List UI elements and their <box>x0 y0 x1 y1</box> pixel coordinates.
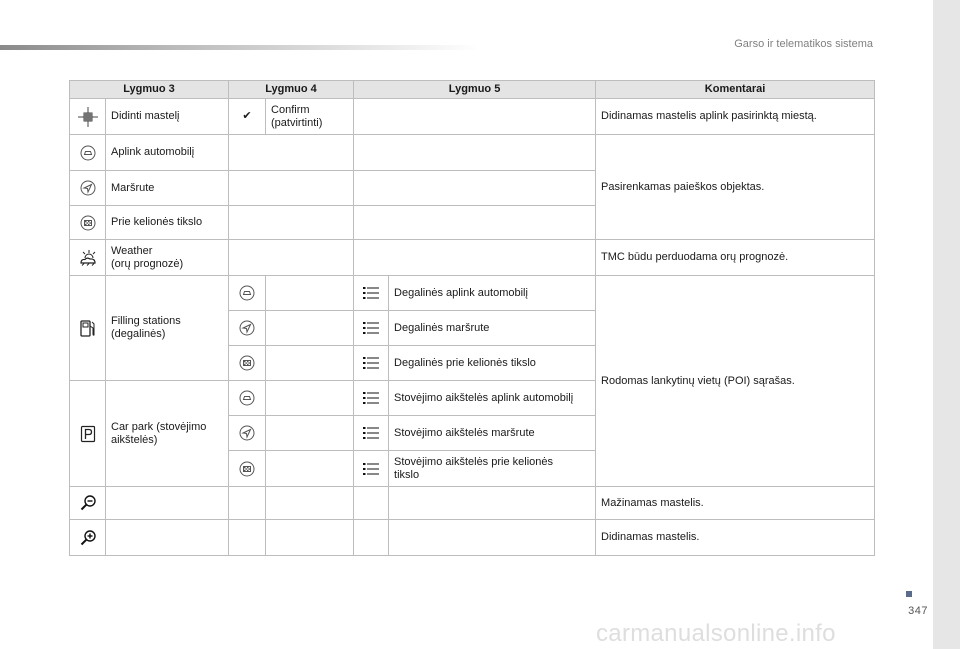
around-car-icon <box>70 135 106 171</box>
zoom-in-crosshair-icon <box>70 99 106 135</box>
destination-flag-icon <box>229 346 266 381</box>
table-row <box>70 487 875 520</box>
col-header-level4: Lygmuo 4 <box>229 81 354 99</box>
list-item: Stovėjimo aikštelės aplink automobilį <box>389 381 596 416</box>
comment-search-object: Pasirenkamas paieškos objektas. <box>596 135 875 240</box>
navigation-menu-table <box>69 80 875 556</box>
comment-zoom-in: Didinamas mastelis. <box>596 520 875 556</box>
table-row <box>70 276 875 311</box>
menu-item-confirm: Confirm (patvirtinti) <box>266 99 354 135</box>
fuel-pump-icon <box>70 276 106 381</box>
around-car-icon <box>229 276 266 311</box>
list-item: Degalinės maršrute <box>389 311 596 346</box>
menu-item-weather: Weather (orų prognozė) <box>106 240 229 276</box>
list-icon <box>354 416 389 451</box>
col-header-level5: Lygmuo 5 <box>354 81 596 99</box>
menu-item-filling-stations: Filling stations (degalinės) <box>106 276 229 381</box>
list-item: Stovėjimo aikštelės maršrute <box>389 416 596 451</box>
page-corner-mark <box>906 591 912 597</box>
side-strip <box>933 0 960 649</box>
comment-zoom-in-city: Didinamas mastelis aplink pasirinktą miestą. <box>596 99 875 135</box>
weather-icon <box>70 240 106 276</box>
around-car-icon <box>229 381 266 416</box>
list-item: Degalinės prie kelionės tikslo <box>389 346 596 381</box>
destination-flag-icon <box>229 451 266 487</box>
table-header-row <box>70 81 875 99</box>
footer-watermark: carmanualsonline.info <box>596 620 836 647</box>
parking-icon <box>70 381 106 487</box>
menu-item-around-car: Aplink automobilį <box>106 135 229 171</box>
table-row <box>70 520 875 556</box>
col-header-level3: Lygmuo 3 <box>70 81 229 99</box>
menu-item-route: Maršrute <box>106 171 229 206</box>
list-icon <box>354 346 389 381</box>
col-header-comments: Komentarai <box>596 81 875 99</box>
menu-item-zoom-in: Didinti mastelį <box>106 99 229 135</box>
list-icon <box>354 381 389 416</box>
table-row <box>70 99 875 135</box>
list-item: Degalinės aplink automobilį <box>389 276 596 311</box>
checkmark-icon: ✔ <box>229 99 266 135</box>
table-row <box>70 135 875 171</box>
zoom-out-icon <box>70 487 106 520</box>
list-icon <box>354 451 389 487</box>
list-icon <box>354 311 389 346</box>
menu-item-destination: Prie kelionės tikslo <box>106 206 229 240</box>
menu-item-car-park: Car park (stovėjimo aikštelės) <box>106 381 229 487</box>
route-icon <box>229 311 266 346</box>
route-icon <box>70 171 106 206</box>
page-header-title: Garso ir telematikos sistema <box>734 38 873 50</box>
list-icon <box>354 276 389 311</box>
comment-zoom-out: Mažinamas mastelis. <box>596 487 875 520</box>
table-row <box>70 240 875 276</box>
list-item: Stovėjimo aikštelės prie kelionės tikslo <box>389 451 596 487</box>
comment-poi-list: Rodomas lankytinų vietų (POI) sąrašas. <box>596 276 875 487</box>
route-icon <box>229 416 266 451</box>
page-number: 347 <box>908 605 928 617</box>
zoom-in-icon <box>70 520 106 556</box>
header-rule <box>0 45 480 50</box>
destination-flag-icon <box>70 206 106 240</box>
comment-weather: TMC būdu perduodama orų prognozė. <box>596 240 875 276</box>
